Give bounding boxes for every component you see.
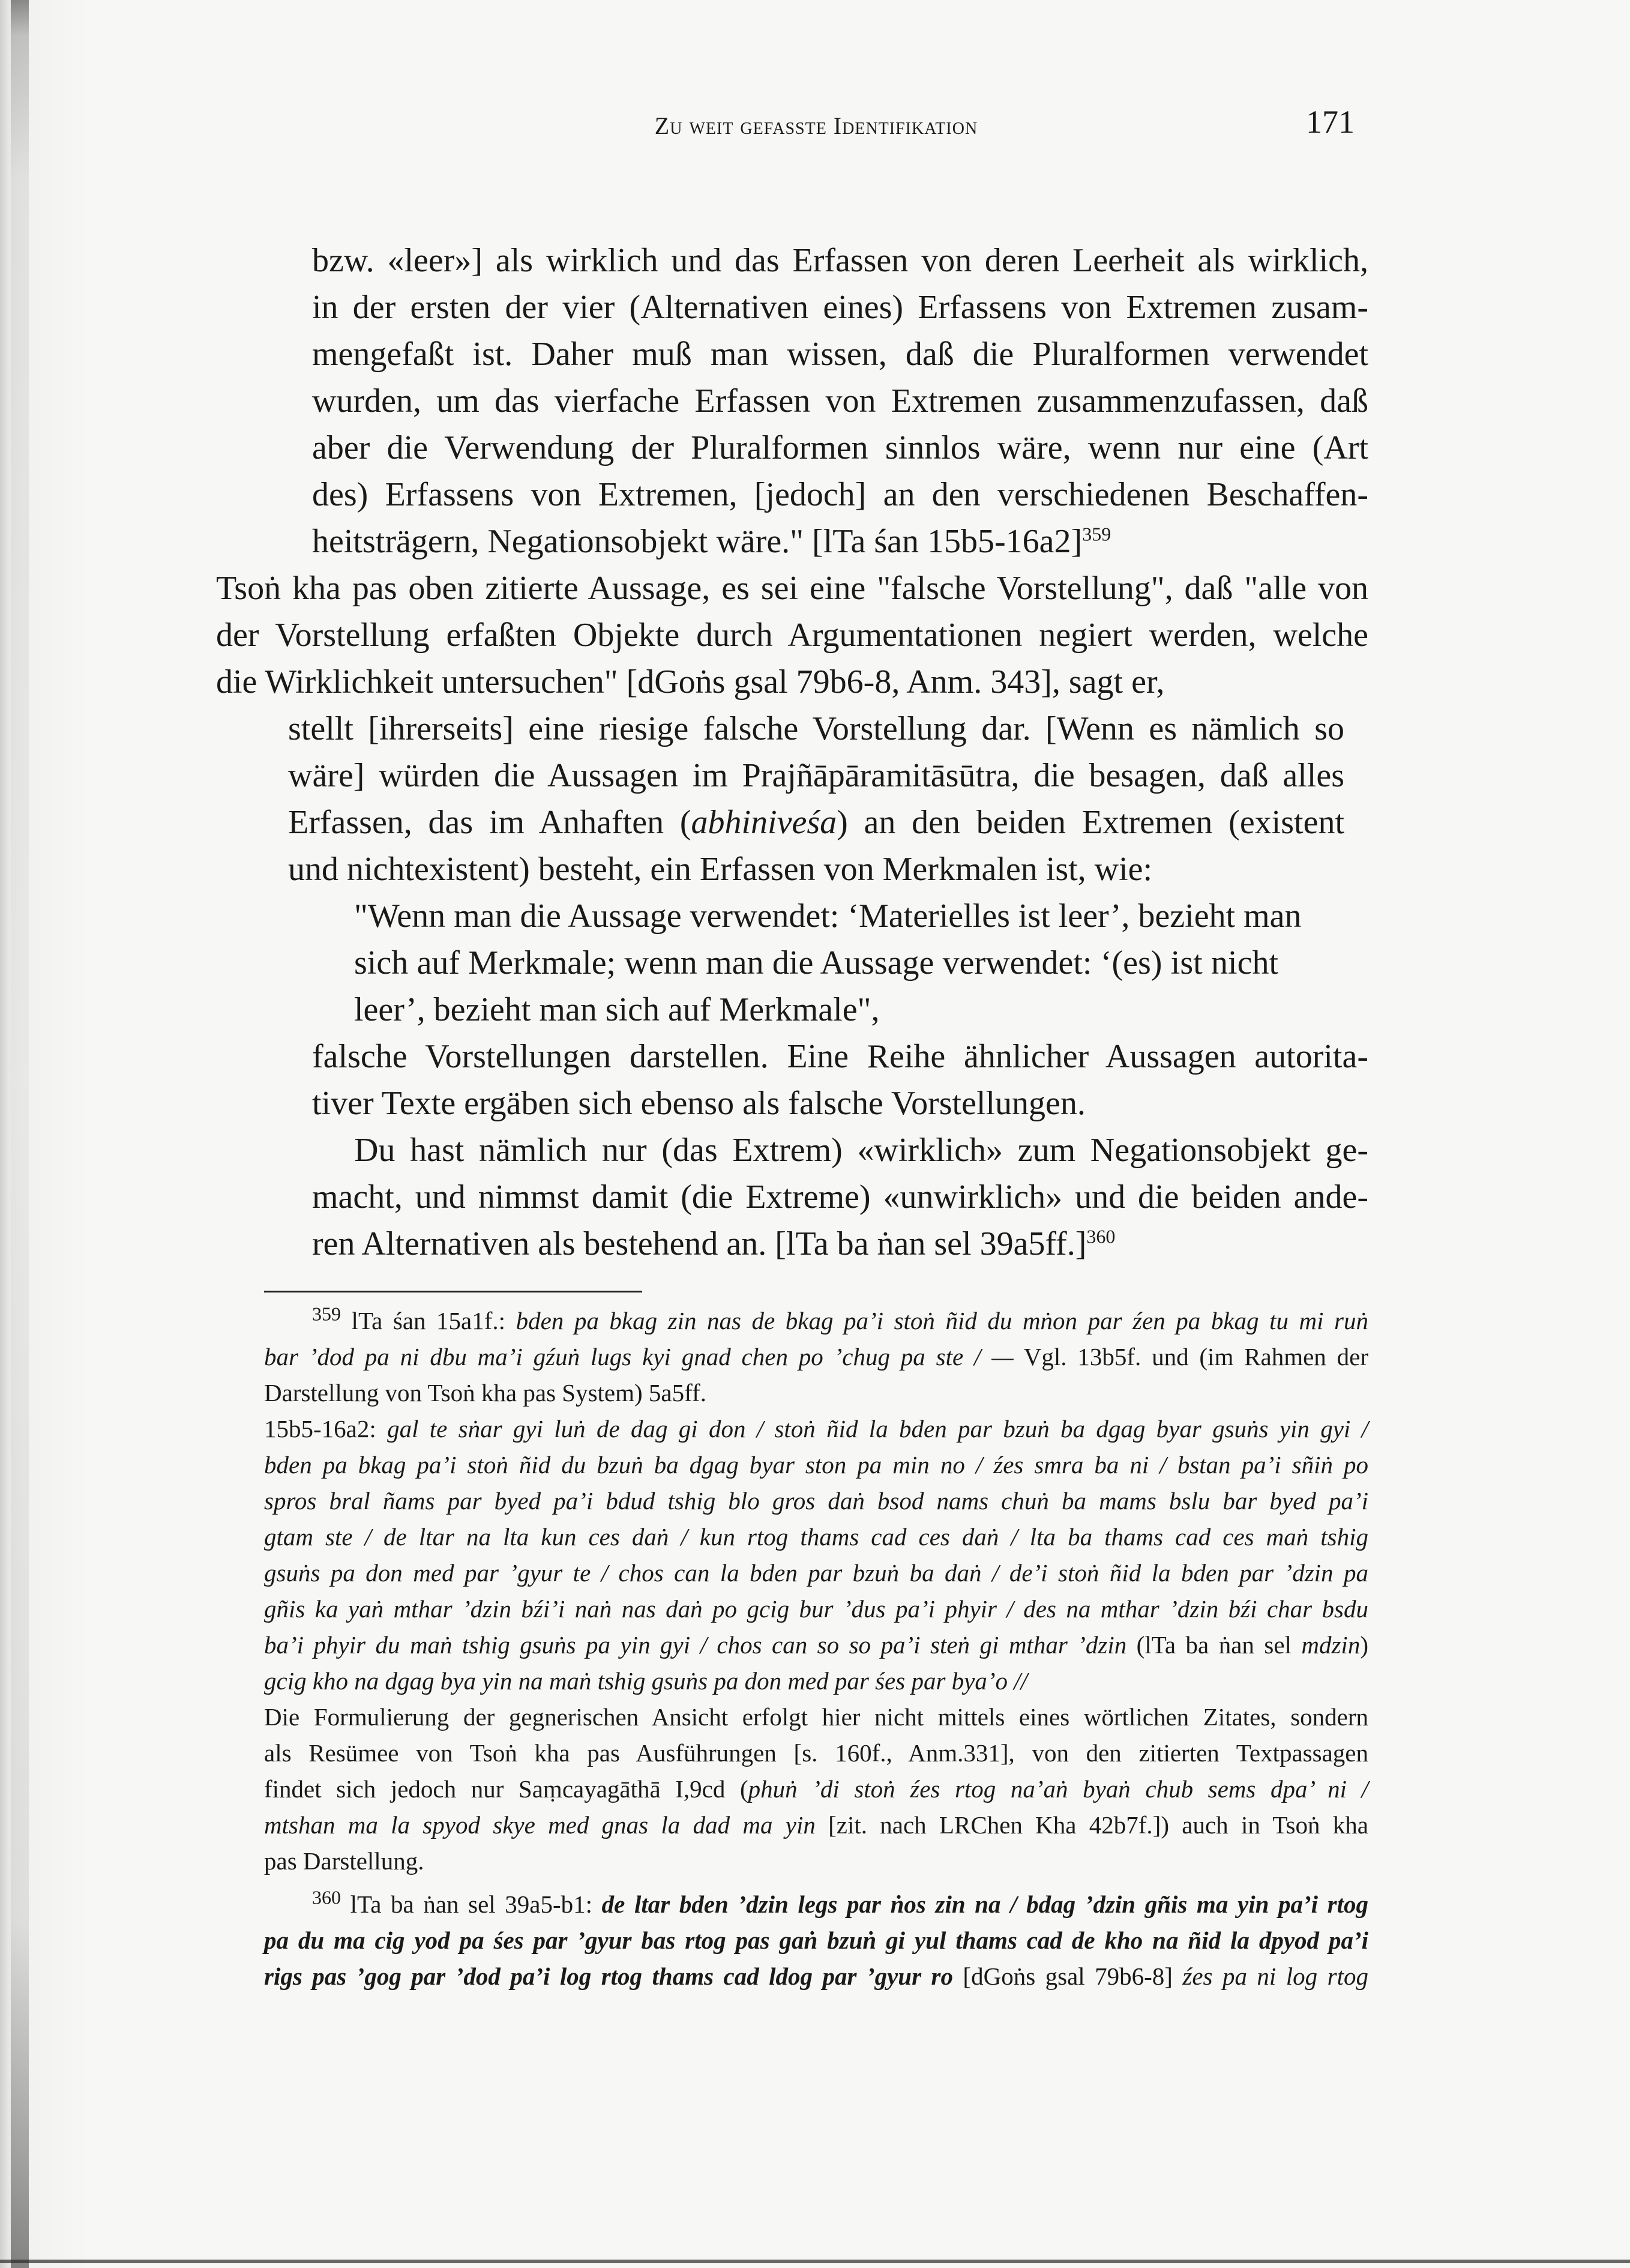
- text-line: "Wenn man die Aussage verwendet: ‘Materielles ist leer’, bezieht man: [354, 897, 1302, 935]
- scan-bottom-edge: [0, 2260, 1630, 2263]
- text-line: bzw. «leer»] als wirklich und das Erfassen von deren Leerheit als wirklich,: [312, 242, 1368, 279]
- nested-quote: [354, 893, 1302, 1033]
- text-line: wurden, um das vierfache Erfassen von Extremen zusammenzufassen, daß: [312, 382, 1368, 420]
- footnote-separator: [264, 1291, 642, 1292]
- text-line: falsche Vorstellungen darstellen. Eine Reihe ähnlicher Aussagen autorita-: [312, 1038, 1368, 1075]
- text-line: sich auf Merkmale; wenn man die Aussage verwendet: ‘(es) ist nicht: [354, 944, 1278, 982]
- footnote-359: [264, 1303, 1368, 1339]
- main-text: [216, 237, 1368, 1267]
- text-line: [312, 518, 1368, 565]
- quote-block-1: [312, 237, 1368, 565]
- text-line: wäre] würden die Aussagen im Prajñāpāramitāsūtra, die besagen, daß alles: [288, 757, 1344, 794]
- footnote-line: gsuṅs pa don med par ’gyur te / chos can la bden par bzuṅ ba daṅ / de’i stoṅ ñid la bden par ’dzin pa: [264, 1559, 1368, 1587]
- footnote-360: [264, 1886, 1368, 1922]
- tibetan-text: mtshan ma la spyod skye med gnas la dad ma yin: [264, 1811, 816, 1839]
- sanskrit-term: abhiniveśa: [691, 804, 837, 841]
- paragraph-2: [216, 565, 1368, 705]
- text-line: macht, und nimmst damit (die Extreme) «unwirklich» und die beiden ande-: [312, 1178, 1368, 1216]
- text-fragment: [zit. nach LRChen Kha 42b7f.]) auch in Tsoṅ kha: [815, 1811, 1368, 1839]
- text-fragment: Erfassen, das im Anhaften (: [288, 804, 691, 841]
- footnote-line: spros bral ñams par byed pa’i bdud tshig blo gros daṅ bsod nams chuṅ ba mams bslu bar byed pa’i: [264, 1487, 1368, 1515]
- footnote-line: gtam ste / de ltar na lta kun ces daṅ / kun rtog thams cad ces daṅ / lta ba thams cad ces maṅ tshig: [264, 1523, 1368, 1551]
- footnote-line: [264, 1411, 1368, 1447]
- text-fragment: ) an den beiden Extremen (existent: [837, 804, 1344, 841]
- footnote-line: als Resümee von Tsoṅ kha pas Ausführungen [s. 160f., Anm.331], von den zitierten Textpassagen: [264, 1739, 1368, 1767]
- footnote-line: gcig kho na dgag bya yin na maṅ tshig gsuṅs pa don med par śes par bya’o //: [264, 1667, 1028, 1695]
- text-line: [312, 1220, 1368, 1267]
- footnote-number: 359: [312, 1303, 341, 1325]
- text-fragment: ): [1360, 1631, 1368, 1659]
- tibetan-text: rigs pas ’gog par ’dod pa’i log rtog thams cad ldog par ’gyur ro: [264, 1962, 953, 1990]
- footnote-ref-359[interactable]: 359: [1082, 523, 1111, 545]
- quote-block-2: [288, 705, 1344, 893]
- text-line: die Wirklichkeit untersuchen" [dGoṅs gsal 79b6-8, Anm. 343], sagt er,: [216, 663, 1165, 701]
- footnote-line: gñis ka yaṅ mthar ’dzin bźi’i naṅ nas daṅ po gcig bur ’dus pa’i phyir / des na mthar ’dzin bźi char bsdu: [264, 1595, 1368, 1623]
- tibetan-text: gal te sṅar gyi luṅ de dag gi don / stoṅ ñid la bden par bzuṅ ba dgag byar gsuṅs yin gyi /: [387, 1415, 1368, 1443]
- footnote-line: [264, 1771, 1368, 1807]
- text-fragment: lTa ba ṅan sel 39a5-b1:: [350, 1890, 602, 1918]
- footnote-line: bden pa bkag pa’i stoṅ ñid du bzuṅ ba dgag byar ston pa min no / źes smra ba ni / bstan pa’i sñiṅ po: [264, 1451, 1368, 1479]
- text-line: aber die Verwendung der Pluralformen sinnlos wäre, wenn nur eine (Art: [312, 429, 1368, 466]
- tibetan-text: ba’i phyir du maṅ tshig gsuṅs pa yin gyi / chos can so so pa’i steṅ gi mthar ’dzin: [264, 1631, 1127, 1659]
- text-line: leer’, bezieht man sich auf Merkmale",: [354, 991, 880, 1028]
- tibetan-text: bar ’dod pa ni dbu ma’i gźuṅ lugs kyi gnad chen po ’chug pa ste / —: [264, 1343, 1014, 1371]
- text-fragment: lTa śan 15a1f.:: [351, 1307, 516, 1335]
- quote-block-4: [312, 1127, 1368, 1267]
- tibetan-text: mdzin: [1301, 1631, 1361, 1659]
- text-line: Tsoṅ kha pas oben zitierte Aussage, es sei eine "falsche Vorstellung", daß "alle von: [216, 570, 1368, 607]
- footnotes: [264, 1303, 1368, 1994]
- footnote-line: [264, 1627, 1368, 1663]
- running-head: Zu weit gefasste Identifikation: [654, 112, 978, 139]
- footnote-line: Darstellung von Tsoṅ kha pas System) 5a5ff.: [264, 1379, 706, 1407]
- text-line: stellt [ihrerseits] eine riesige falsche Vorstellung dar. [Wenn es nämlich so: [288, 710, 1344, 747]
- text-fragment: findet sich jedoch nur Saṃcayagāthā I,9cd (: [264, 1775, 748, 1803]
- footnote-ref-360[interactable]: 360: [1086, 1225, 1116, 1247]
- footnote-line: pa du ma cig yod pa śes par ’gyur bas rtog pas gaṅ bzuṅ gi yul thams cad de kho na ñid la dpyod pa’i: [264, 1926, 1368, 1954]
- text-fragment: 15b5-16a2:: [264, 1415, 388, 1443]
- text-line: [288, 799, 1344, 846]
- text-line: tiver Texte ergäben sich ebenso als falsche Vorstellungen.: [312, 1085, 1086, 1122]
- footnote-line: [264, 1958, 1368, 1994]
- footnote-number: 360: [312, 1886, 341, 1908]
- footnote-line: [264, 1807, 1368, 1843]
- tibetan-text: phuṅ ’di stoṅ źes rtog na’aṅ byaṅ chub sems dpa’ ni /: [748, 1775, 1368, 1803]
- text-fragment: (lTa ba ṅan sel: [1126, 1631, 1302, 1659]
- footnote-line: Die Formulierung der gegnerischen Ansicht erfolgt hier nicht mittels eines wörtlichen Zitates, sondern: [264, 1703, 1368, 1731]
- tibetan-text: bden pa bkag zin nas de bkag pa’i stoṅ ñid du mṅon par źen pa bkag tu mi ruṅ: [516, 1307, 1368, 1335]
- text-line: Du hast nämlich nur (das Extrem) «wirklich» zum Negationsobjekt ge-: [354, 1132, 1368, 1169]
- text-line: des) Erfassens von Extremen, [jedoch] an den verschiedenen Beschaffen-: [312, 476, 1368, 513]
- text-fragment: heitsträgern, Negationsobjekt wäre." [lTa śan 15b5-16a2]: [312, 523, 1083, 560]
- text-line: der Vorstellung erfaßten Objekte durch Argumentationen negiert werden, welche: [216, 617, 1368, 654]
- footnote-line: [264, 1339, 1368, 1375]
- page-number: 171: [1306, 104, 1355, 140]
- text-fragment: [dGoṅs gsal 79b6-8]: [952, 1962, 1183, 1990]
- text-fragment: Vgl. 13b5f. und (im Rahmen der: [1013, 1343, 1368, 1371]
- text-line: in der ersten der vier (Alternativen eines) Erfassens von Extremen zusam-: [312, 289, 1368, 326]
- quote-block-3: [312, 1033, 1368, 1127]
- tibetan-text: de ltar bden ’dzin legs par ṅos zin na / bdag ’dzin gñis ma yin pa’i rtog: [601, 1890, 1369, 1918]
- text-line: und nichtexistent) besteht, ein Erfassen von Merkmalen ist, wie:: [288, 851, 1153, 888]
- footnote-line: pas Darstellung.: [264, 1847, 424, 1875]
- text-line: mengefaßt ist. Daher muß man wissen, daß die Pluralformen verwendet: [312, 336, 1368, 373]
- book-spine-edge: [11, 0, 29, 2268]
- tibetan-text: źes pa ni log rtog: [1182, 1962, 1368, 1990]
- text-fragment: ren Alternativen als bestehend an. [lTa ba ṅan sel 39a5ff.]: [312, 1225, 1087, 1262]
